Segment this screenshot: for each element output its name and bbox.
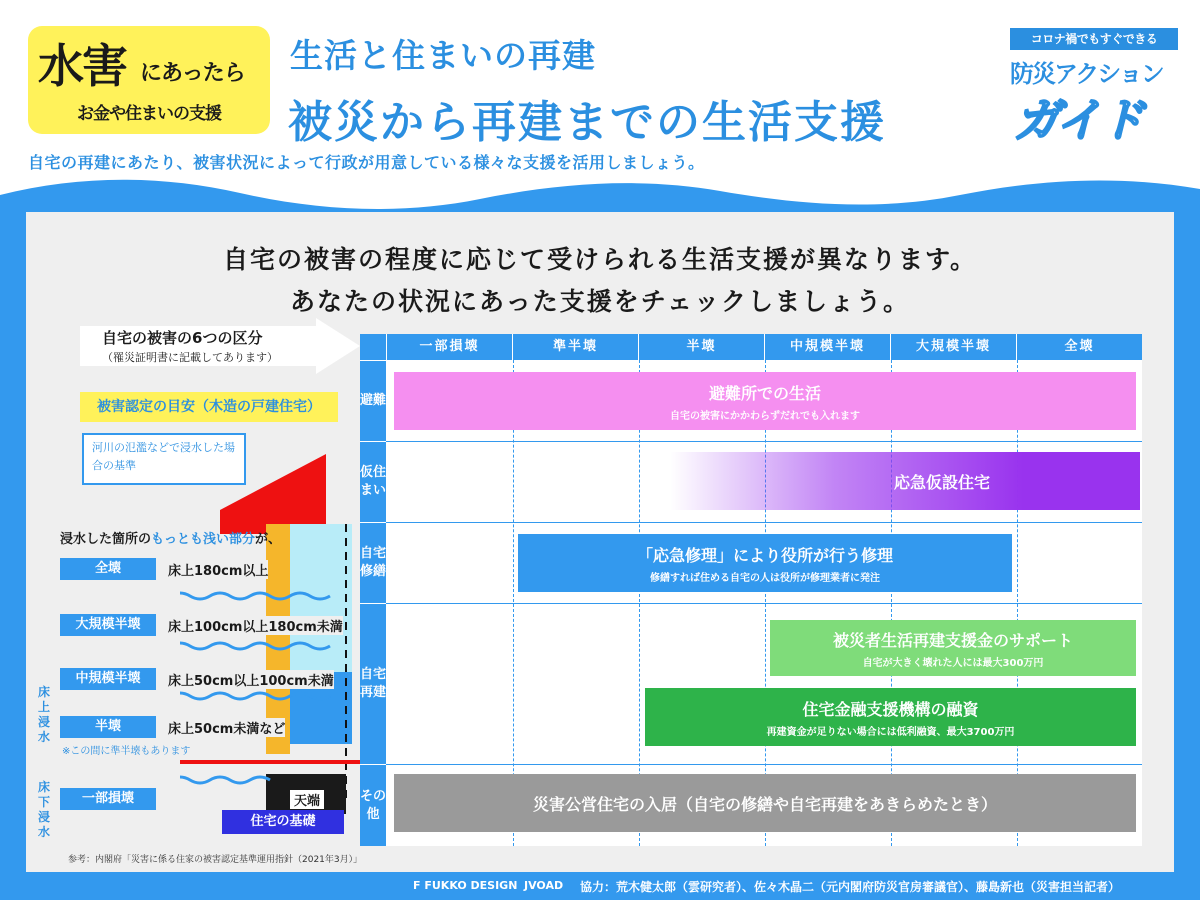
bar-temporary-housing <box>670 452 1140 510</box>
level-badge-chukibo: 中規模半壊 <box>60 668 156 690</box>
grid-hline <box>386 441 1142 442</box>
lead-text: 自宅の再建にあたり、被害状況によって行政が用意している様々な支援を活用しましょう。 <box>28 153 705 172</box>
jvoad-logo: JVOAD <box>524 879 564 892</box>
badge-sub-text: お金や住まいの支援 <box>77 104 221 124</box>
fukko-design-logo: F FUKKO DESIGN <box>413 879 518 892</box>
bar-support-sub: 自宅が大きく壊れた人には最大300万円 <box>862 657 1044 669</box>
logo-guide-text: ガイド <box>1014 93 1142 147</box>
badge-big2-text: にあったら <box>140 61 245 86</box>
certification-label: 被害認定の目安（木造の戸建住宅） <box>80 392 338 422</box>
bar-temporary-main: 応急仮設住宅 <box>893 472 990 492</box>
row-jitaku-saiken: 自宅再建 <box>360 604 386 764</box>
arrow-sub: （罹災証明書に記載してあります） <box>102 351 278 364</box>
col-daikibo: 大規模半壊 <box>891 334 1016 360</box>
bar-housing-loan <box>645 688 1136 746</box>
page-title: 被災から再建までの生活支援 <box>288 97 886 148</box>
row-hinan: 避難 <box>360 361 386 441</box>
level-badge-ichibu: 一部損壊 <box>60 788 156 810</box>
title-badge <box>28 26 270 134</box>
logo-mid-text: 防災アクション <box>1010 60 1163 88</box>
row-karizumai: 仮住まい <box>360 442 386 522</box>
bar-support-main: 被災者生活再建支援金のサポート <box>832 630 1073 650</box>
shallow-post: が、 <box>255 532 282 547</box>
shallow-highlight: もっとも浅い部分 <box>151 532 256 547</box>
bar-repair-sub: 修繕すれば住める自宅の人は役所が修理業者に発注 <box>650 572 880 584</box>
level-badge-zenkai: 全壊 <box>60 558 156 580</box>
col-ichibu: 一部損壊 <box>387 334 512 360</box>
bar-evacuation-main: 避難所での生活 <box>708 383 821 403</box>
grid-hline <box>386 603 1142 604</box>
grid-hline <box>386 764 1142 765</box>
reference-note: 参考：内閣府「災害に係る住家の被害認定基準運用指針（2021年3月）」 <box>68 855 363 865</box>
col-hankai: 半壊 <box>639 334 764 360</box>
level-desc-daikibo: 床上100cm以上180cm未満 <box>168 616 343 635</box>
river-note: 河川の氾濫などで浸水した場合の基準 <box>82 433 246 485</box>
main-heading-2: あなたの状況にあった支援をチェックしましょう。 <box>289 287 910 316</box>
foundation-label: 住宅の基礎 <box>222 810 344 834</box>
grid-hline <box>386 522 1142 523</box>
level-desc-hankai: 床上50cm未満など <box>168 718 285 737</box>
tenbata-label: 天端 <box>290 790 324 809</box>
bar-reconstruction-support <box>770 620 1136 676</box>
bar-public-main: 災害公営住宅の入居（自宅の修繕や自宅再建をあきらめたとき） <box>532 794 997 814</box>
level-badge-daikibo: 大規模半壊 <box>60 614 156 636</box>
grid-corner <box>360 334 386 360</box>
bar-evacuation-shelter <box>394 372 1136 430</box>
level-badge-hankai: 半壊 <box>60 716 156 738</box>
guide-logo <box>1010 28 1180 147</box>
col-zenkai: 全壊 <box>1017 334 1142 360</box>
arrow-title: 自宅の被害の6つの区分 <box>102 329 263 347</box>
page-subtitle: 生活と住まいの再建 <box>290 36 596 75</box>
house-diagram <box>180 440 360 840</box>
logo-bar-text: コロナ禍でもすぐできる <box>1010 28 1178 50</box>
credit-text: 協力：荒木健太郎（雲研究者）、佐々木晶二（元内閣府防災官房審議官）、藤島新也（災害担当記者） <box>580 880 1121 894</box>
bar-emergency-repair <box>518 534 1012 592</box>
main-heading-1: 自宅の被害の程度に応じて受けられる生活支援が異なります。 <box>222 245 977 274</box>
bar-repair-main: 「応急修理」により役所が行う修理 <box>636 545 893 565</box>
bar-loan-sub: 再建資金が足りない場合には低利融資、最大3700万円 <box>766 726 1015 738</box>
bar-loan-main: 住宅金融支援機構の融資 <box>802 699 979 719</box>
support-grid <box>360 334 1142 846</box>
row-sonota: その他 <box>360 765 386 846</box>
row-jitaku-shuzen: 自宅修繕 <box>360 523 386 603</box>
shallow-pre: 浸水した箇所の <box>60 532 152 547</box>
bar-evacuation-sub: 自宅の被害にかかわらずだれでも入れます <box>670 410 860 422</box>
col-junhankai: 準半壊 <box>513 334 638 360</box>
floor-below-label: 床下浸水 <box>38 780 51 839</box>
bar-public-housing <box>394 774 1136 832</box>
level-desc-chukibo: 床上50cm以上100cm未満 <box>168 670 334 689</box>
six-categories-arrow <box>80 318 360 374</box>
between-note: ※この間に準半壊もあります <box>62 746 191 757</box>
col-chukibo: 中規模半壊 <box>765 334 890 360</box>
shallow-point-text <box>60 528 281 547</box>
badge-big-text: 水害 <box>38 39 126 93</box>
level-desc-zenkai: 床上180cm以上 <box>168 560 268 579</box>
floor-above-label: 床上浸水 <box>38 685 51 744</box>
